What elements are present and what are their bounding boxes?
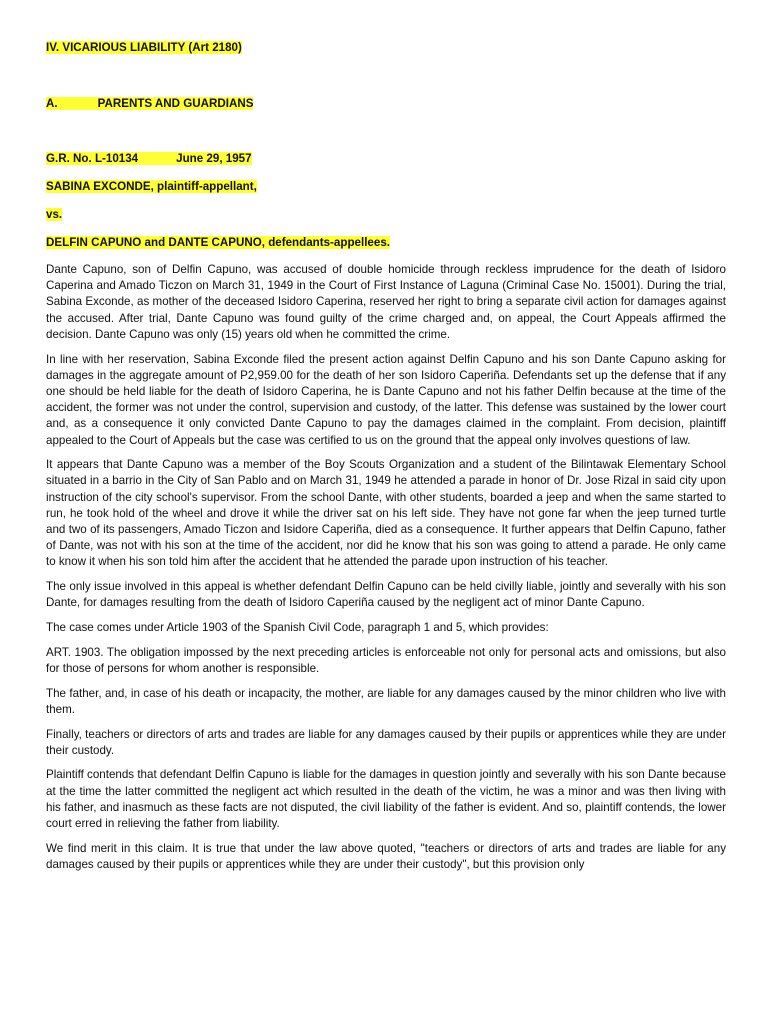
case-number-line — [46, 151, 252, 166]
defendants-line — [46, 235, 390, 250]
versus-line — [46, 207, 62, 222]
paragraph: Finally, teachers or directors of arts and trades are liable for any damages caused by their pupils or apprentices while they are under their custody. — [46, 727, 726, 757]
versus-text: vs. — [46, 208, 63, 221]
decision-body — [46, 262, 726, 882]
subsection-heading-text — [46, 97, 253, 110]
subsection-title: PARENTS AND GUARDIANS — [97, 97, 254, 110]
subsection-heading — [46, 96, 253, 111]
section-heading — [46, 40, 242, 55]
case-date: June 29, 1957 — [176, 152, 252, 165]
paragraph: The only issue involved in this appeal is whether defendant Delfin Capuno can be held civilly liable, jointly and severally with his son Dante, for damages resulting from the death of Isidoro Caperiña caused by the negligent act of minor Dante Capuno. — [46, 580, 726, 610]
paragraph: It appears that Dante Capuno was a member of the Boy Scouts Organization and a student of the Bilintawak Elementary School situated in a barrio in the City of San Pablo and on March 31, 1949 he attended a parade in honor of Dr. Jose Rizal in said city upon instruction of the city school's supervisor. From the school Dante, with other students, boarded a jeep and when the same started to run, he took hold of the wheel and drove it while the driver sat on his left side. They have not gone far when the jeep turned turtle and two of its passengers, Amado Ticzon and Isidore Caperiña, died as a consequence. It further appears that Delfin Capuno, father of Dante, was not with his son at the time of the accident, nor did he know that his son was going to attend a parade. He only came to know it when his son told him after the accident that he attended the parade upon instruction of his teacher. — [46, 458, 726, 569]
paragraph: In line with her reservation, Sabina Exconde filed the present action against Delfin Capuno and his son Dante Capuno asking for damages in the aggregate amount of P2,959.00 for the death of her son Isidoro Caperiña. Defendants set up the defense that if any one should be held liable for the death of Isidoro Caperina, he is Dante Capuno and not his father Delfin because at the time of the accident, the former was not under the control, supervision and custody, of the latter. This defense was sustained by the lower court and, as a consequence it only convicted Dante Capuno to pay the damages claimed in the complaint. From decision, plaintiff appealed to the Court of Appeals but the case was certified to us on the ground that the appeal only involves questions of law. — [46, 352, 726, 447]
paragraph: The father, and, in case of his death or incapacity, the mother, are liable for any damages caused by the minor children who live with them. — [46, 686, 726, 716]
paragraph: The case comes under Article 1903 of the Spanish Civil Code, paragraph 1 and 5, which provides: — [46, 621, 549, 635]
gr-number: G.R. No. L-10134 — [46, 152, 139, 165]
paragraph: We find merit in this claim. It is true that under the law above quoted, "teachers or directors of arts and trades are liable for any damages caused by their pupils or apprentices while they are under their custody", but this provision only — [46, 841, 726, 871]
paragraph: Dante Capuno, son of Delfin Capuno, was accused of double homicide through reckless imprudence for the death of Isidoro Caperina and Amado Ticzon on March 31, 1949 in the Court of First Instance of Laguna (Criminal Case No. 15001). During the trial, Sabina Exconde, as mother of the deceased Isidoro Caperina, reserved her right to bring a separate civil action for damages against the accused. After trial, Dante Capuno was found guilty of the crime charged and, on appeal, the Court Appeals affirmed the decision. Dante Capuno was only (15) years old when he committed the crime. — [46, 263, 726, 341]
plaintiff-line — [46, 179, 257, 194]
defendants-text: DELFIN CAPUNO and DANTE CAPUNO, defendants-appellees. — [46, 236, 390, 249]
plaintiff-text: SABINA EXCONDE, plaintiff-appellant, — [46, 180, 257, 193]
paragraph: Plaintiff contends that defendant Delfin Capuno is liable for the damages in question jointly and severally with his son Dante because at the time the latter committed the negligent act which resulted in the death of the victim, he was a minor and was then living with his father, and inasmuch as these facts are not disputed, the civil liability of the father is evident. And so, plaintiff contends, the lower court erred in relieving the father from liability. — [46, 768, 726, 831]
paragraph: ART. 1903. The obligation impossed by the next preceding articles is enforceable not only for personal acts and omissions, but also for those of persons for whom another is responsible. — [46, 645, 726, 675]
subsection-letter: A. — [46, 97, 58, 110]
section-heading-text: IV. VICARIOUS LIABILITY (Art 2180) — [46, 41, 242, 54]
case-number-text — [46, 152, 252, 165]
